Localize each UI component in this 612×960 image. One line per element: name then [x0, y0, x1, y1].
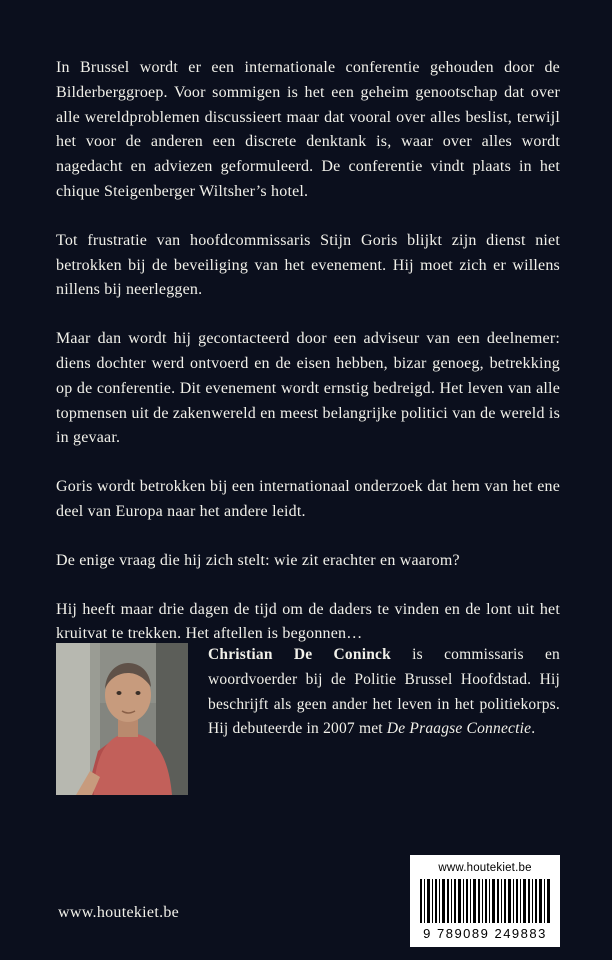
synopsis-paragraph-5: De enige vraag die hij zich stelt: wie zit erachter en waarom? — [56, 551, 460, 569]
author-book-title: De Praagse Connectie — [386, 720, 532, 738]
synopsis-paragraph-1: In Brussel wordt er een internationale conferentie gehouden door de Bilderberggroep. Voor sommigen is het een geheim genootschap dat over alle wereldproblemen discussieert maar dat vooral over alles beslist, terwijl het voor de anderen een discrete denktank is, waar over alles wordt nagedacht en adviezen geformuleerd. De conferentie vindt plaats in het chique Steigenberger Wiltsher’s hotel. — [56, 59, 560, 200]
barcode-website: www.houtekiet.be — [438, 862, 532, 874]
synopsis-paragraph-2: Tot frustratie van hoofdcommissaris Stijn Goris blijkt zijn dienst niet betrokken bij de beveiliging van het evenement. Hij moet zich er willens nillens bij neerleggen. — [56, 231, 560, 299]
synopsis-paragraph-4: Goris wordt betrokken bij een internationaal onderzoek dat hem van het ene deel van Europa naar het andere leidt. — [56, 478, 560, 520]
author-name: Christian De Coninck — [208, 646, 391, 663]
synopsis-paragraph-6: Hij heeft maar drie dagen de tijd om de daders te vinden en de lont uit het kruitvat te trekken. Het aftellen is begonnen… — [56, 600, 560, 643]
author-bio-text: is commissaris en woordvoerder bij de Politie Brussel Hoofdstad. Hij beschrijft als geen ander het leven in het politiekorps. Hij debuteerde in 2007 met — [208, 646, 560, 738]
author-bio-suffix: . — [531, 720, 536, 738]
synopsis-text — [56, 56, 560, 671]
synopsis-paragraph-3: Maar dan wordt hij gecontacteerd door een adviseur van een deelnemer: diens dochter werd ontvoerd en de eisen hebben, bizar genoeg, betrekking op de conferentie. Dit evenement wordt ernstig bedreigd. Het leven van alle topmensen uit de zakenwereld en meest belangrijke politici van de wereld is in gevaar. — [56, 330, 560, 447]
isbn-number: 9 789089 249883 — [423, 926, 547, 941]
barcode-icon — [420, 879, 550, 923]
author-section — [56, 643, 560, 795]
publisher-website: www.houtekiet.be — [58, 904, 180, 921]
author-photo — [56, 643, 188, 795]
barcode-block — [410, 855, 560, 947]
author-bio — [208, 643, 560, 742]
